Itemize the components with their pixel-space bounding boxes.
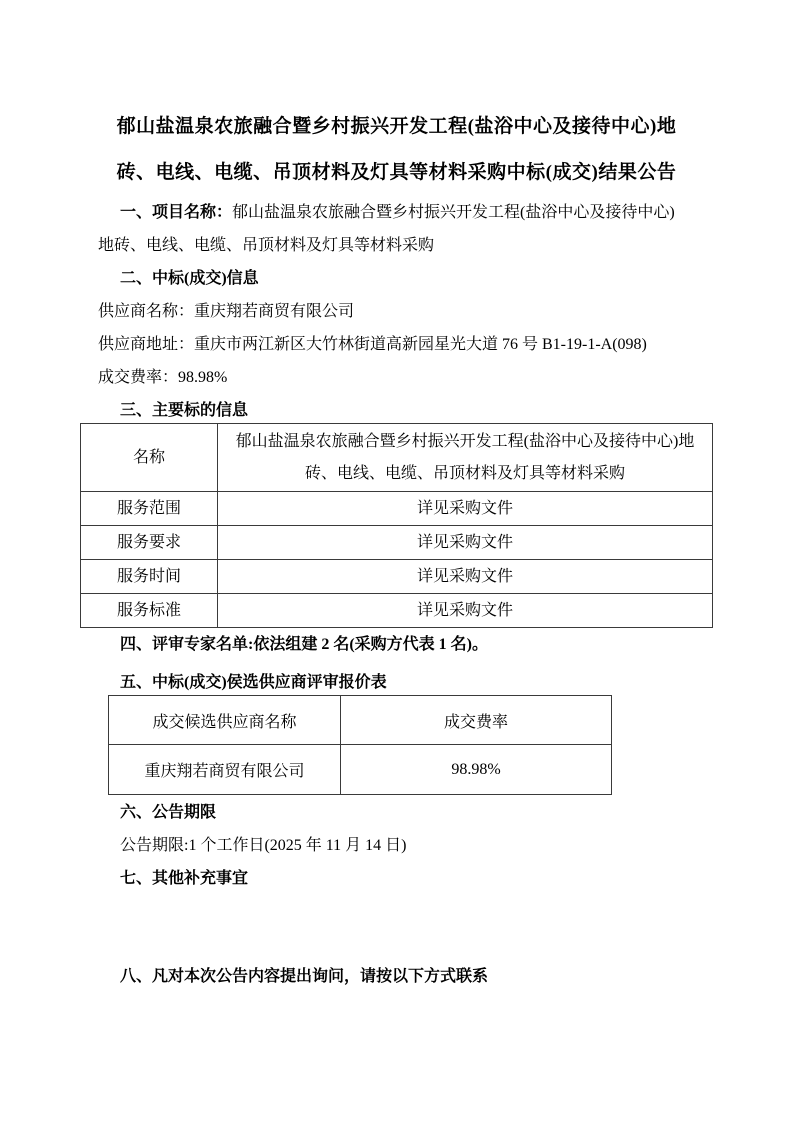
supplier-address-line: 供应商地址：重庆市两江新区大竹林街道高新园星光大道 76 号 B1-19-1-A(098) bbox=[98, 336, 647, 353]
table-header-row bbox=[109, 696, 612, 745]
section-3-heading: 三、主要标的信息 bbox=[120, 402, 249, 419]
page-title-line2: 砖、电线、电缆、吊顶材料及灯具等材料采购中标(成交)结果公告 bbox=[116, 162, 677, 183]
candidate-rate-cell: 98.98% bbox=[341, 745, 612, 795]
section-1-label: 一、项目名称： bbox=[120, 204, 233, 221]
candidate-quote-table bbox=[108, 695, 612, 795]
deal-rate-line: 成交费率：98.98% bbox=[98, 369, 228, 386]
subject-value-time: 详见采购文件 bbox=[218, 560, 713, 594]
section-4-experts-line: 四、评审专家名单:依法组建 2 名(采购方代表 1 名)。 bbox=[120, 636, 488, 653]
table-row bbox=[81, 424, 713, 492]
candidate-header-supplier: 成交候选供应商名称 bbox=[109, 696, 341, 745]
section-5-heading: 五、中标(成交)侯选供应商评审报价表 bbox=[120, 674, 387, 691]
supplier-name-line: 供应商名称：重庆翔若商贸有限公司 bbox=[98, 303, 355, 320]
subject-value-standard: 详见采购文件 bbox=[218, 594, 713, 628]
subject-label-scope: 服务范围 bbox=[81, 492, 218, 526]
page-title bbox=[80, 104, 713, 196]
table-row bbox=[81, 594, 713, 628]
table-row bbox=[109, 745, 612, 795]
section-6-heading: 六、公告期限 bbox=[120, 804, 217, 821]
announcement-period-line: 公告期限:1 个工作日(2025 年 11 月 14 日) bbox=[120, 837, 407, 854]
section-2-heading: 二、中标(成交)信息 bbox=[120, 270, 259, 287]
subject-value-name: 郁山盐温泉农旅融合暨乡村振兴开发工程(盐浴中心及接待中心)地砖、电线、电缆、吊顶材料及灯具等材料采购 bbox=[218, 424, 713, 492]
subject-label-requirement: 服务要求 bbox=[81, 526, 218, 560]
subject-value-scope: 详见采购文件 bbox=[218, 492, 713, 526]
subject-label-time: 服务时间 bbox=[81, 560, 218, 594]
section-1-project-name bbox=[98, 196, 713, 229]
section-7-heading: 七、其他补充事宜 bbox=[120, 870, 249, 887]
subject-label-standard: 服务标准 bbox=[81, 594, 218, 628]
subject-info-table bbox=[80, 423, 713, 628]
section-1-continuation: 地砖、电线、电缆、吊顶材料及灯具等材料采购 bbox=[98, 237, 435, 254]
section-8-heading: 八、凡对本次公告内容提出询问，请按以下方式联系 bbox=[120, 968, 489, 985]
section-1-text: 郁山盐温泉农旅融合暨乡村振兴开发工程(盐浴中心及接待中心) bbox=[232, 204, 675, 221]
table-row bbox=[81, 492, 713, 526]
table-row bbox=[81, 560, 713, 594]
subject-label-name: 名称 bbox=[81, 424, 218, 492]
candidate-supplier-cell: 重庆翔若商贸有限公司 bbox=[109, 745, 341, 795]
subject-value-requirement: 详见采购文件 bbox=[218, 526, 713, 560]
page-title-line1: 郁山盐温泉农旅融合暨乡村振兴开发工程(盐浴中心及接待中心)地 bbox=[116, 116, 677, 137]
candidate-header-rate: 成交费率 bbox=[341, 696, 612, 745]
table-row bbox=[81, 526, 713, 560]
